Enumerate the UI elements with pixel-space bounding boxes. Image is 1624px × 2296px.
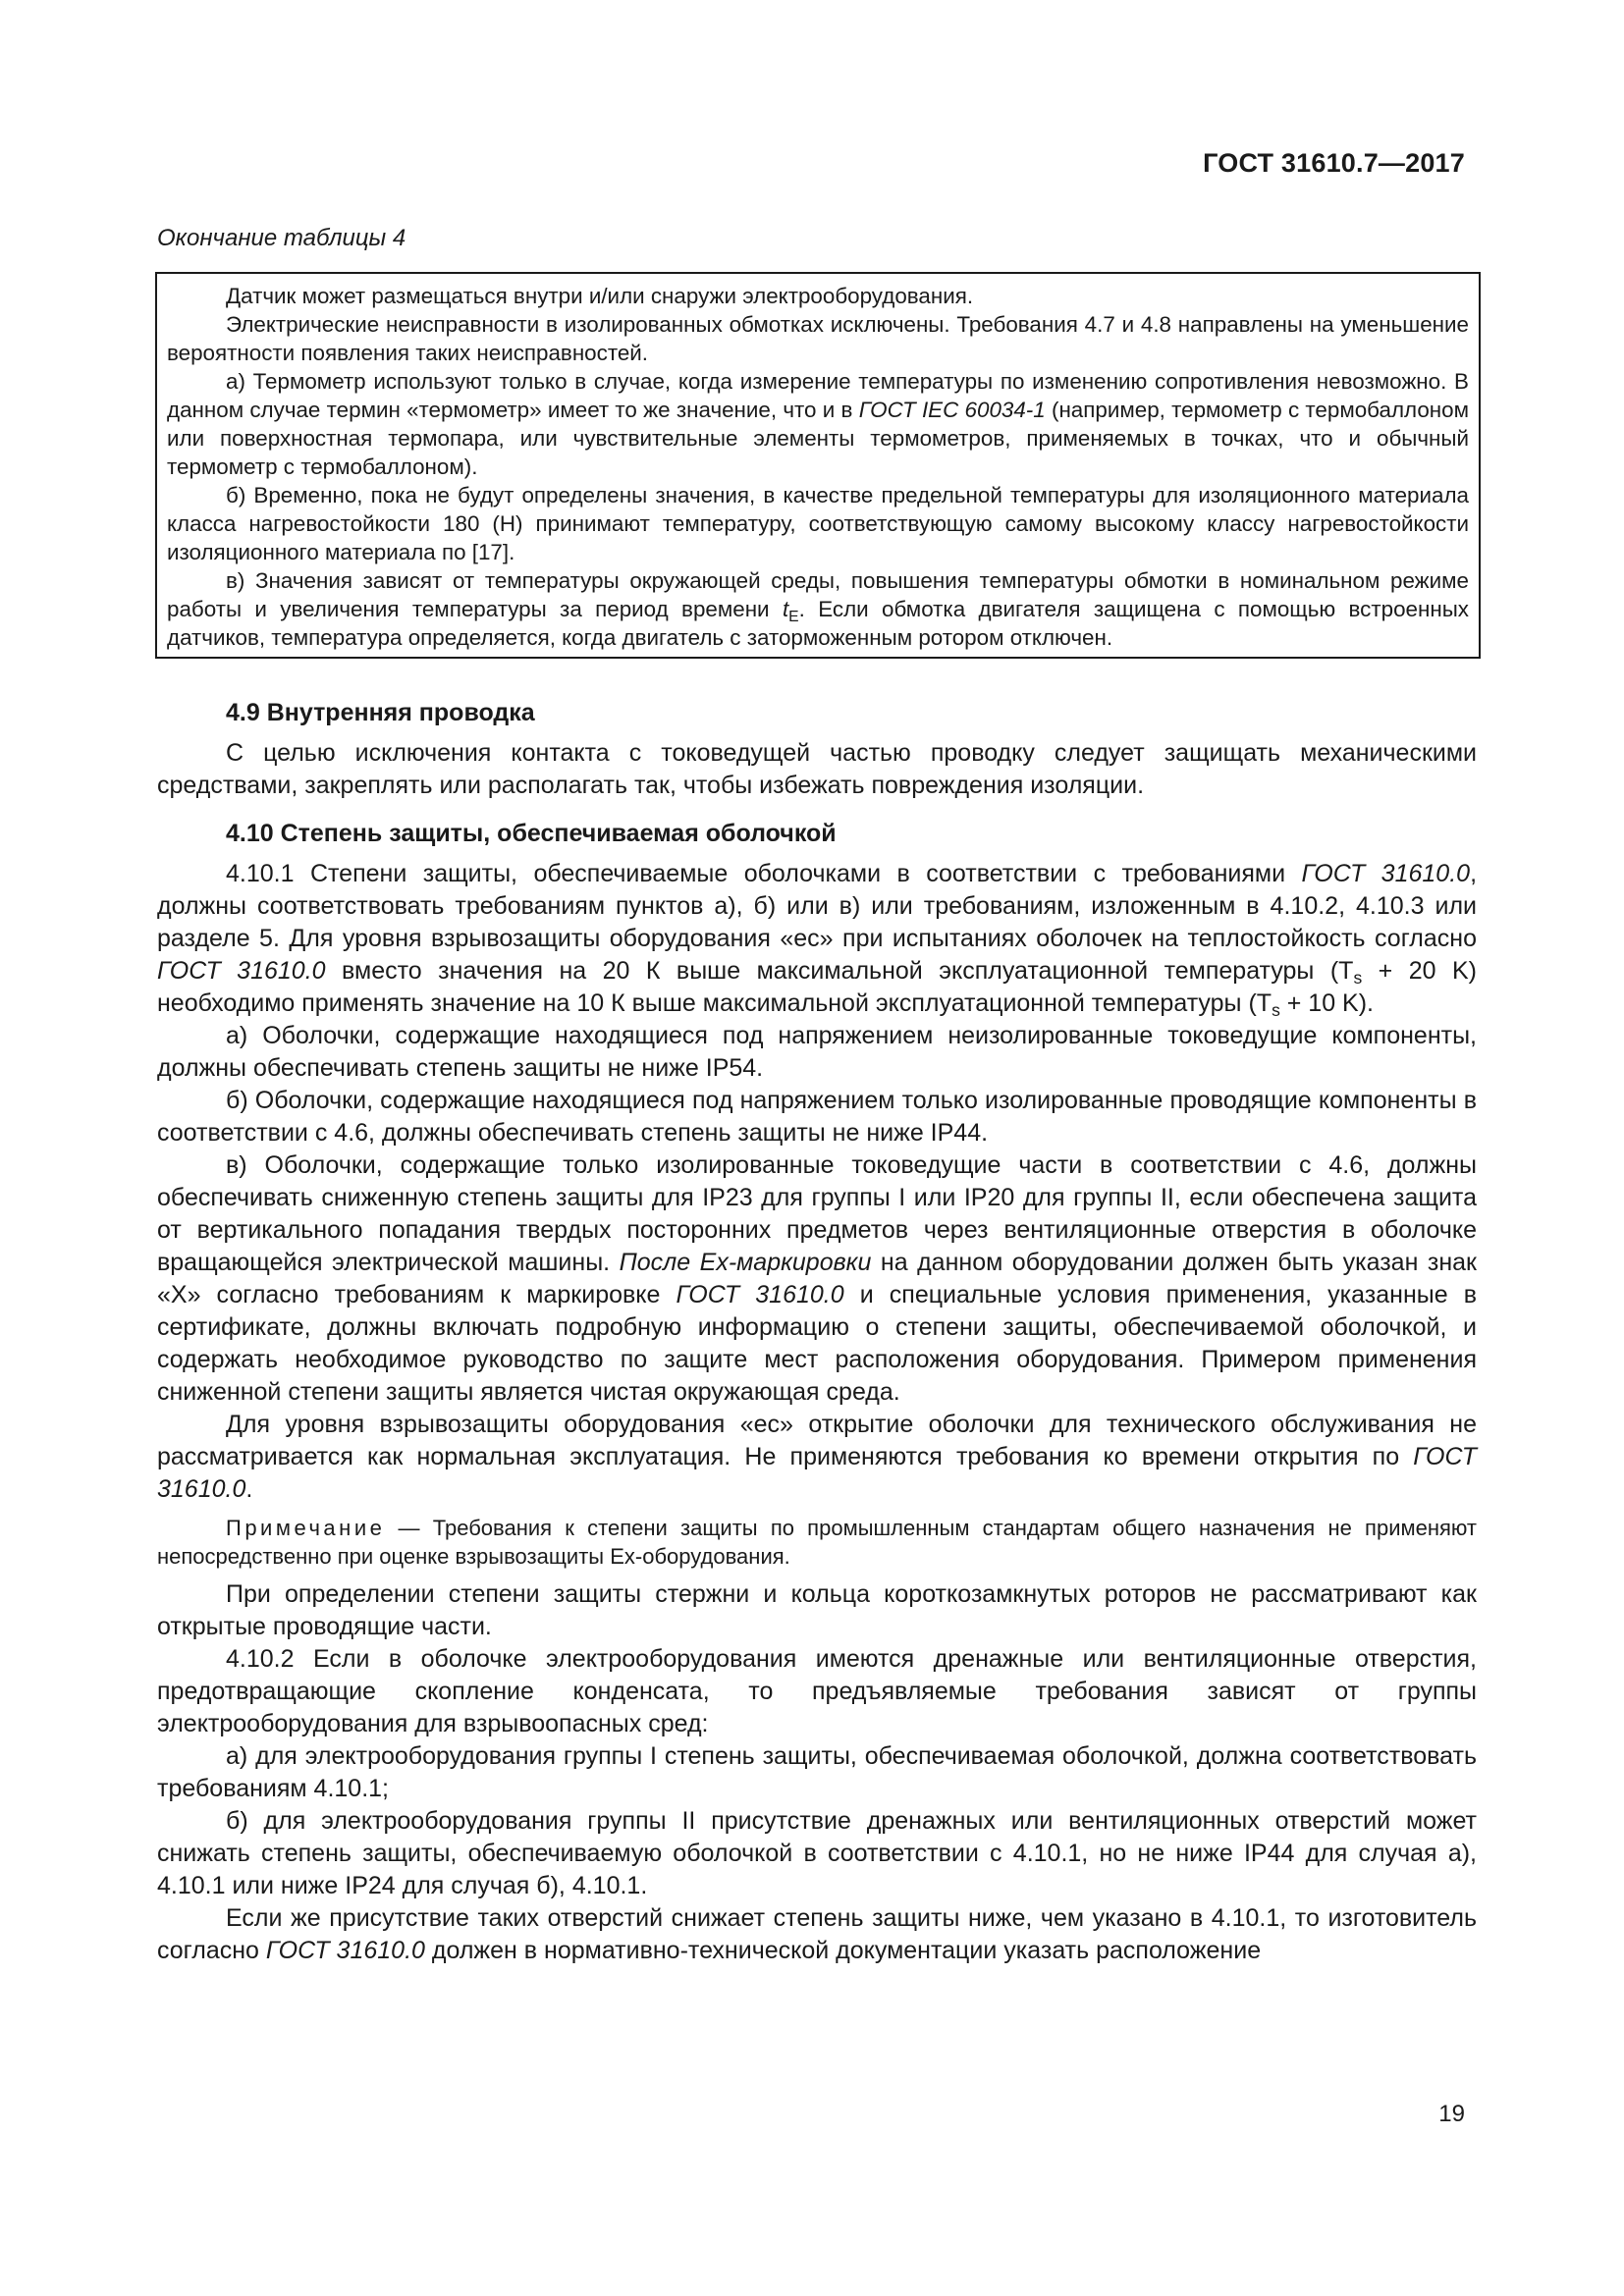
- main-content: [157, 697, 1477, 1967]
- section-4-10-title: 4.10 Степень защиты, обеспечиваемая оболочкой: [226, 820, 837, 847]
- para-4-10-1-a: а) Оболочки, содержащие находящиеся под напряжением неизолированные токоведущие компоненты, должны обеспечивать степень защиты не ниже IP54.: [157, 1022, 1477, 1082]
- para-4-10-1-b: б) Оболочки, содержащие находящиеся под напряжением только изолированные проводящие компоненты в соответствии с 4.6, должны обеспечивать степень защиты не ниже IP44.: [157, 1087, 1477, 1147]
- para-4-10-1: 4.10.1 Степени защиты, обеспечиваемые оболочками в соответствии с требованиями ГОСТ 31610.0, должны соответствовать требованиям пунктов а), б) или в) или требованиям, изложенным в 4.10.2, 4.10.3 или разделе 5. Для уровня взрывозащиты оборудования «ес» при испытаниях оболочек на теплостойкость согласно ГОСТ 31610.0 вместо значения на 20 К выше максимальной эксплуатационной температуры ($T_s + 20$ K) необходимо применять значение на 10 К выше максимальной эксплуатационной температуры ($T_s + 10$ K).: [157, 860, 1478, 1020]
- note-paragraph: Примечание — Требования к степени защиты по промышленным стандартам общего назначения не применяют непосредственно при оценке взрывозащиты Ex-оборудования.: [157, 1516, 1477, 1569]
- section-4-9-text: С целью исключения контакта с токоведущей частью проводку следует защищать механическими средствами, закреплять или располагать так, чтобы избежать повреждения изоляции.: [157, 739, 1477, 799]
- table-continuation-caption: Окончание таблицы 4: [157, 225, 406, 251]
- note-a-thermometer: а) Термометр используют только в случае, когда измерение температуры по изменению сопротивления невозможно. В данном случае термин «термометр» имеет то же значение, что и в ГОСТ IEC 60034-1 (например, термометр с термобаллоном или поверхностная термопара, или чувствительные элементы термометров, применяемых в точках, что и обычный термометр с термобаллоном).: [167, 369, 1469, 479]
- page-number: 19: [1438, 2101, 1465, 2127]
- para-4-10-2-a: а) для электрооборудования группы I степень защиты, обеспечиваемая оболочкой, должна соответствовать требованиям 4.10.1;: [157, 1742, 1477, 1802]
- note-label: Примечание: [226, 1516, 386, 1540]
- note-b-temporary: б) Временно, пока не будут определены значения, в качестве предельной температуры для изоляционного материала класса нагревостойкости 180 (Н) принимают температуру, соответствующую самому высокому классу нагревостойкости изоляционного материала по [17].: [167, 483, 1469, 564]
- ref-gost-iec-60034-1: ГОСТ IEC 60034-1: [858, 398, 1046, 422]
- para-rotor: При определении степени защиты стержни и кольца короткозамкнутых роторов не рассматривают как открытые проводящие части.: [157, 1580, 1477, 1640]
- note-sensor-location: Датчик может размещаться внутри и/или снаружи электрооборудования.: [226, 284, 974, 308]
- document-id-header: ГОСТ 31610.7—2017: [1203, 148, 1465, 178]
- table-notes-box: [155, 272, 1481, 659]
- para-openings-lower: Если же присутствие таких отверстий снижает степень защиты ниже, чем указано в 4.10.1, то изготовитель согласно ГОСТ 31610.0 должен в нормативно-технической документации указать расположение: [157, 1904, 1477, 1964]
- para-4-10-2: 4.10.2 Если в оболочке электрооборудования имеются дренажные или вентиляционные отверстия, предотвращающие скопление конденсата, то предъявляемые требования зависят от группы электрооборудования для взрывоопасных сред:: [157, 1645, 1477, 1737]
- note-electrical-faults: Электрические неисправности в изолированных обмотках исключены. Требования 4.7 и 4.8 направлены на уменьшение вероятности появления таких неисправностей.: [167, 312, 1469, 365]
- section-4-9-title: 4.9 Внутренняя проводка: [226, 699, 535, 726]
- para-4-10-2-b: б) для электрооборудования группы II присутствие дренажных или вентиляционных отверстий может снижать степень защиты, обеспечиваемую оболочкой в соответствии с 4.10.1, но не ниже IP44 для случая а), 4.10.1 или ниже IP24 для случая б), 4.10.1.: [157, 1807, 1477, 1899]
- note-v-values: в) Значения зависят от температуры окружающей среды, повышения температуры обмотки в номинальном режиме работы и увеличения температуры за период времени $t_E$. Если обмотка двигателя защищена с помощью встроенных датчиков, температура определяется, когда двигатель с заторможенным ротором отключен.: [167, 568, 1469, 650]
- para-ec-maintenance: Для уровня взрывозащиты оборудования «ес» открытие оболочки для технического обслуживания не рассматривается как нормальная эксплуатация. Не применяются требования ко времени открытия по ГОСТ 31610.0.: [157, 1411, 1477, 1503]
- para-4-10-1-v: в) Оболочки, содержащие только изолированные токоведущие части в соответствии с 4.6, должны обеспечивать сниженную степень защиты для IP23 для группы I или IP20 для группы II, если обеспечена защита от вертикального попадания твердых посторонних предметов через вентиляционные отверстия в оболочке вращающейся электрической машины. После Ex-маркировки на данном оборудовании должен быть указан знак «Х» согласно требованиям к маркировке ГОСТ 31610.0 и специальные условия применения, указанные в сертификате, должны включать подробную информацию о степени защиты, обеспечиваемой оболочкой, и содержать необходимое руководство по защите мест расположения оборудования. Примером применения сниженной степени защиты является чистая окружающая среда.: [157, 1151, 1477, 1406]
